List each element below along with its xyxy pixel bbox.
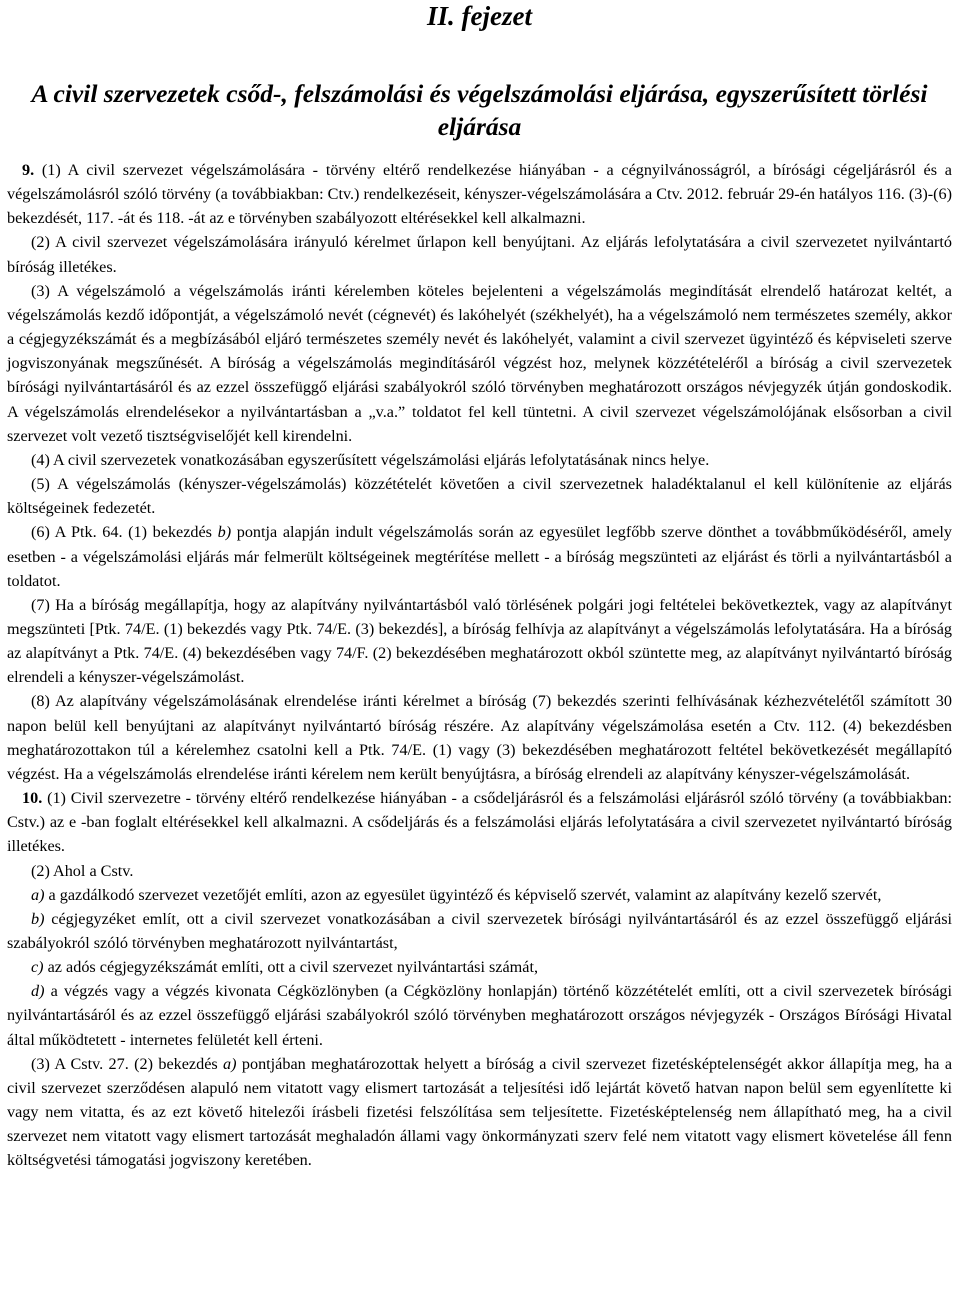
- chapter-heading: II. fejezet: [427, 1, 532, 31]
- point-c: c) az adós cégjegyzékszámát említi, ott a civil szervezet nyilvántartási számát,: [31, 958, 538, 977]
- document-page: [0, 1, 960, 1173]
- section-title: A civil szervezetek csőd-, felszámolási és végelszámolási eljárása, egyszerűsített törlési eljárása: [31, 79, 928, 141]
- point-a: a) a gazdálkodó szervezet vezetőjét említi, azon az egyesület ügyintéző és képviselő szervét, valamint az alapítvány kezelő szervét,: [31, 885, 882, 904]
- paragraph-9-7: (7) Ha a bíróság megállapítja, hogy az alapítvány nyilvántartásból való törlésének polgári jogi feltételei bekövetkeztek, vagy az alapítványt megszünteti [Ptk. 74/E. (1) bekezdés vagy Ptk. 74/E. (3) bekezdés], a bíróság felhívja az alapítványt a végelszámolás lefolytatására. Ha a bíróság az alapítványt a Ptk. 74/E. (4) bekezdésében vagy 74/F. (2) bekezdésében meghatározott okból szüntette meg, az alapítványt nyilvántartó bíróság elrendeli a kényszer-végelszámolást.: [7, 595, 952, 687]
- document-body: [7, 158, 952, 1173]
- paragraph-10-3: (3) A Cstv. 27. (2) bekezdés a) pontjában meghatározottak helyett a bíróság a civil szervezet fizetésképtelenségét akkor állapítja meg, ha a civil szervezet szerződésen alapuló nem vitatott vagy elismert tartozását a teljesítési idő lejártát követő hatvan napon belül sem egyenlítette ki vagy nem vitatta, és az ezt követő hitelezői írásbeli fizetési felszólítása sem teljesítette. Fizetésképtelenség nem állapítható meg, ha a civil szervezet nem vitatott vagy elismert tartozását meghaladón állami vagy önkormányzati szerv felé nem vitatott vagy elismert követelése áll fenn költségvetési támogatási jogviszony keretében.: [7, 1054, 953, 1170]
- paragraph-9-1: 9. (1) A civil szervezet végelszámolására - törvény eltérő rendelkezése hiányában - a cégnyilvánosságról, a bírósági cégeljárásról és a végelszámolásról szóló törvény (a továbbiakban: Ctv.) rendelkezéseit, kényszer-végelszámolására a Ctv. 2012. február 29-én hatályos 116. (3)-(6) bekezdését, 117. -át és 118. -át az e törvényben szabályozott eltérésekkel kell alkalmazni.: [7, 161, 952, 228]
- section-number: 10.: [22, 789, 43, 808]
- paragraph-10-1: 10. (1) Civil szervezetre - törvény eltérő rendelkezése hiányában - a csődeljárásról és a felszámolási eljárásról szóló törvény (a továbbiakban: Cstv.) az e -ban foglalt eltérésekkel kell alkalmazni. A csődeljárás és a felszámolási eljárás lefolytatására a civil szervezetet nyilvántartó bíróság illetékes.: [7, 789, 953, 856]
- paragraph-9-5: (5) A végelszámolás (kényszer-végelszámolás) közzétételét követően a civil szervezetnek haladéktalanul el kell különítenie az eljárás költségeinek fedezetét.: [7, 475, 952, 518]
- point-b: b) cégjegyzéket említ, ott a civil szervezet vonatkozásában a civil szervezetek bírósági nyilvántartásáról és az ezzel összefüggő eljárási szabályokról szóló törvényben meghatározott nyilvántartást,: [7, 909, 952, 952]
- paragraph-9-2: (2) A civil szervezet végelszámolására irányuló kérelmet űrlapon kell benyújtani. Az eljárás lefolytatására a civil szervezetet nyilvántartó bíróság illetékes.: [7, 233, 952, 276]
- paragraph-9-6: (6) A Ptk. 64. (1) bekezdés b) pontja alapján indult végelszámolás során az egyesület legfőbb szerve dönthet a továbbműködéséről, amely esetben - a végelszámolási eljárás már felmerült költségeinek megtérítése mellett - a bíróság megszünteti az eljárást és törli a nyilvántartásból a toldatot.: [7, 523, 952, 590]
- point-d: d) a végzés vagy a végzés kivonata Cégközlönyben (a Cégközlöny honlapján) történő közzétételét említi, ott a civil szervezetek bírósági nyilvántartásáról és az ezzel összefüggő eljárási szabályokról szóló törvényben meghatározott országos névjegyzék - Országos Bírósági Hivatal által működtetett - internetes felületét kell érteni.: [7, 982, 952, 1049]
- paragraph-9-3: (3) A végelszámoló a végelszámolás iránti kérelemben köteles bejelenteni a végelszámolás megindítását elrendelő határozat keltét, a végelszámolás kezdő időpontját, a végelszámoló nevét (cégnevét) és lakóhelyét (székhelyét), ha a végelszámoló nem természetes személy, akkor a cégjegyzékszámát és a megbízásából eljáró természetes személy nevét és lakóhelyét, valamint a civil szervezet ügyintéző és képviseleti szerve jogviszonyának megszűnését. A bíróság a végelszámolás megindításáról végzést hoz, melynek közzétételéről a bíróság a civil szervezetek bírósági nyilvántartásáról és az ezzel összefüggő eljárási szabályokról szóló törvényben meghatározott országos névjegyzék útján gondoskodik. A végelszámolás elrendelésekor a nyilvántartásban a „v.a.” toldatot fel kell tüntetni. A civil szervezet végelszámolójának elsősorban a civil szervezet volt vezető tisztségviselőjét kell kirendelni.: [7, 281, 952, 445]
- paragraph-9-4: (4) A civil szervezetek vonatkozásában egyszerűsített végelszámolási eljárás lefolytatásának nincs helye.: [31, 450, 710, 469]
- section-number: 9.: [22, 161, 35, 179]
- paragraph-9-8: (8) Az alapítvány végelszámolásának elrendelése iránti kérelmet a bíróság (7) bekezdés szerinti felhívásának kézhezvételétől számított 30 napon belül kell benyújtani az alapítványt nyilvántartó bíróság részére. Az alapítvány végelszámolása esetén a Ctv. 112. (4) bekezdésben meghatározottakon túl a kérelemhez csatolni kell a Ptk. 74/E. (1) vagy (3) bekezdésében meghatározott feltétel bekövetkezését megállapító végzést. Ha a végelszámolás elrendelése iránti kérelem nem került benyújtásra, a bíróság elrendeli az alapítvány kényszer-végelszámolását.: [7, 692, 952, 783]
- paragraph-10-2: (2) Ahol a Cstv.: [31, 861, 134, 880]
